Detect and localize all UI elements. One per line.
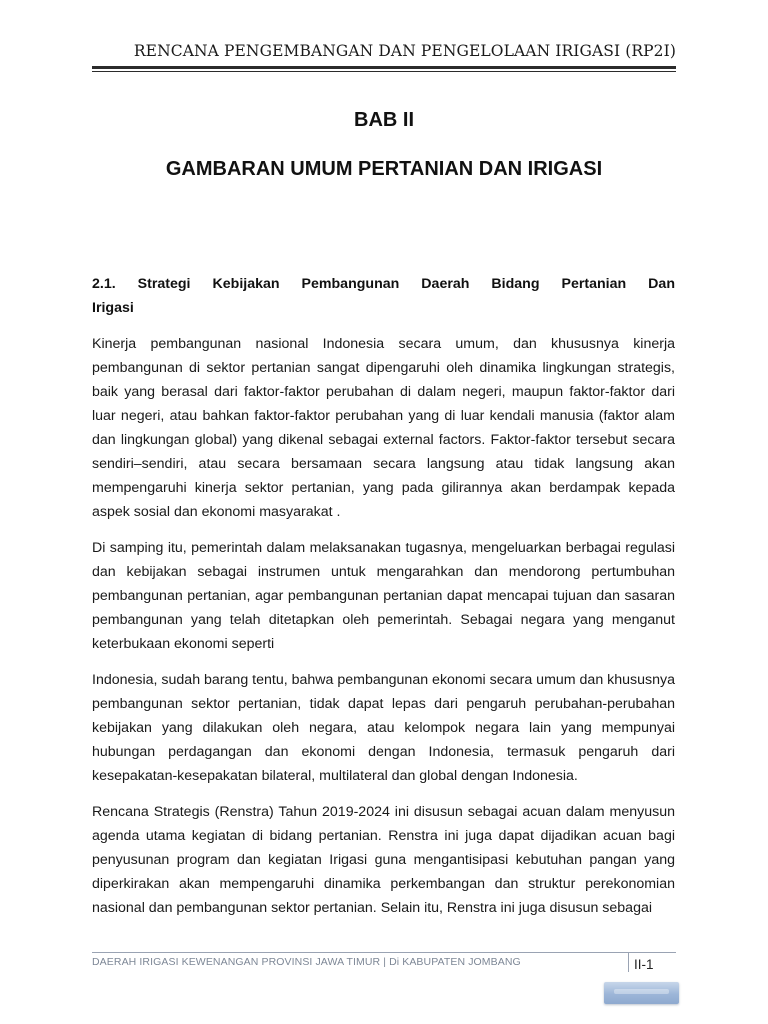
footer-rule [92,952,676,953]
header-rule-thick [92,66,676,69]
footer-text: DAERAH IRIGASI KEWENANGAN PROVINSI JAWA TIMUR | Di KABUPATEN JOMBANG [92,956,521,968]
section-heading: 2.1. Strategi Kebijakan Pembangunan Daerah Bidang Pertanian Dan Irigasi [92,276,675,316]
chapter-number: BAB II [354,109,414,131]
paragraph-1: Kinerja pembangunan nasional Indonesia secara umum, dan khususnya kinerja pembangunan di sektor pertanian sangat dipengaruhi oleh dinamika lingkungan strategis, baik yang berasal dari faktor-faktor perubahan di dalam negeri, maupun faktor-faktor dari luar negeri, atau bahkan faktor-faktor perubahan yang di luar kendali manusia (faktor alam dan lingkungan global) yang dikenal sebagai external factors. Faktor-faktor tersebut secara sendiri–sendiri, atau secara bersamaan secara langsung atau tidak langsung akan mempengaruhi kinerja sektor pertanian, yang pada gilirannya akan berdampak kepada aspek sosial dan ekonomi masyarakat . [92,336,675,520]
chapter-title: GAMBARAN UMUM PERTANIAN DAN IRIGASI [165,158,603,180]
page-tab-decoration [604,982,679,1004]
body-content [92,272,675,932]
paragraph-3: Indonesia, sudah barang tentu, bahwa pembangunan ekonomi secara umum dan khususnya pembangunan sektor pertanian, tidak dapat lepas dari pengaruh perubahan-perubahan kebijakan yang dilakukan oleh negara, atau kelompok negara lain yang mempunyai hubungan perdagangan dan ekonomi dengan Indonesia, termasuk pengaruh dari kesepakatan-kesepakatan bilateral, multilateral dan global dengan Indonesia. [92,672,675,784]
header-rule-thin [92,71,676,72]
paragraph-2: Di samping itu, pemerintah dalam melaksanakan tugasnya, mengeluarkan berbagai regulasi dan kebijakan sebagai instrumen untuk mengarahkan dan mendorong pertumbuhan pembangunan pertanian, agar pembangunan pertanian dapat mencapai tujuan dan sasaran pembangunan yang telah ditetapkan oleh pemerintah. Sebagai negara yang menganut keterbukaan ekonomi seperti [92,540,675,652]
paragraph-4: Rencana Strategis (Renstra) Tahun 2019-2024 ini disusun sebagai acuan dalam menyusun agenda utama kegiatan di bidang pertanian. Renstra ini juga dapat dijadikan acuan bagi penyusunan program dan kegiatan Irigasi guna mengantisipasi kebutuhan pangan yang diperkirakan akan mempengaruhi dinamika perkembangan dan struktur perekonomian nasional dan pembangunan sektor pertanian. Selain itu, Renstra ini juga disusun sebagai [92,804,675,916]
running-header-title: RENCANA PENGEMBANGAN DAN PENGELOLAAN IRIGASI (RP2I) [133,42,676,60]
page-number: II-1 [634,957,654,972]
footer-separator [628,952,629,972]
